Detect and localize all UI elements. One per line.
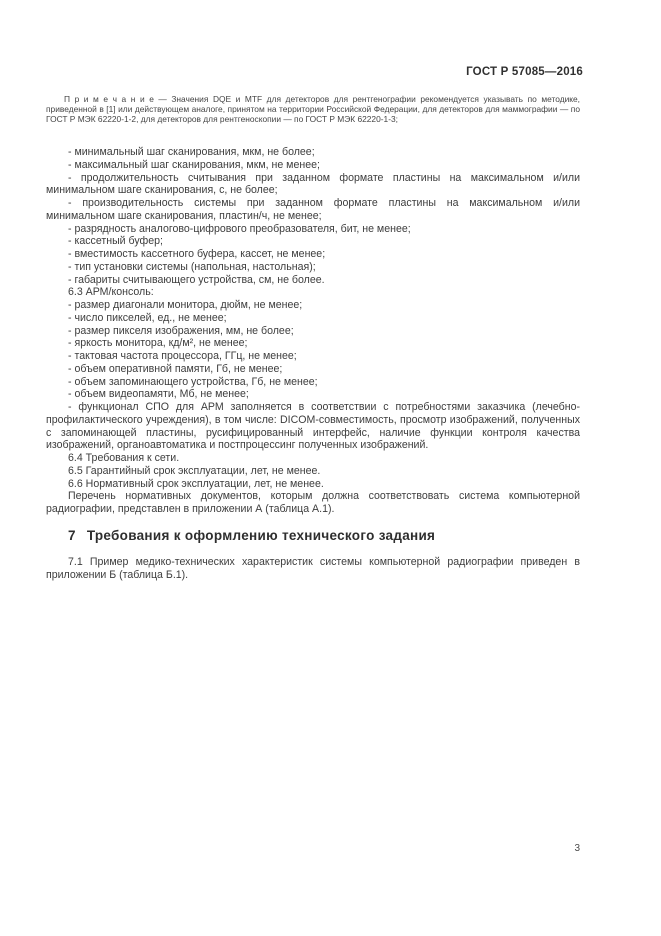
running-header: ГОСТ Р 57085—2016 <box>466 66 583 78</box>
clause-6-5: 6.5 Гарантийный срок эксплуатации, лет, не менее. <box>68 464 321 477</box>
note-paragraph: П р и м е ч а н и е — Значения DQE и MTF для детекторов для рентгенографии рекомендуется указывать по методике, приведенной в [1] или действующем аналоге, принятом на территории Российской Федерации, для детекторов для маммографии — по ГОСТ Р МЭК 62220-1-2, для детекторов для рентгеноскопии — по ГОСТ Р МЭК 62220-1-3; <box>46 94 580 124</box>
clause-6-4: 6.4 Требования к сети. <box>68 452 180 464</box>
paragraph-normative-docs: Перечень нормативных документов, которым должна соответствовать система компьютерной радиографии, представлен в приложении А (таблица А.1). <box>46 490 580 515</box>
page-number: 3 <box>574 843 580 854</box>
list-item: - объем видеопамяти, Мб, не менее; <box>68 388 249 401</box>
clause-7-1-paragraph: 7.1 Пример медико-технических характеристик системы компьютерной радиографии приведен в приложении Б (таблица Б.1). <box>46 556 580 581</box>
clause-6-content <box>46 146 580 516</box>
clause-6-6: 6.6 Нормативный срок эксплуатации, лет, не менее. <box>68 477 324 490</box>
clause-6-3: 6.3 АРМ/консоль: <box>68 286 154 299</box>
list-item: - объем запоминающего устройства, Гб, не менее; <box>68 375 318 388</box>
section-7-heading <box>46 527 580 545</box>
section-7-title: Требования к оформлению технического задания <box>86 528 436 543</box>
list-item: - тип установки системы (напольная, настольная); <box>68 260 316 273</box>
list-item: - производительность системы при заданном формате пластины на максимальном и/или минимальном шаге сканирования, пластин/ч, не менее; <box>46 197 580 222</box>
list-item: - объем оперативной памяти, Гб, не менее; <box>68 362 283 375</box>
list-item: - число пикселей, ед., не менее; <box>68 311 227 324</box>
clause-6-arm-functionality-paragraph: - функционал СПО для АРМ заполняется в соответствии с потребностями заказчика (лечебно-профилактического учреждения), в том числе: DICOM-совместимость, просмотр изображений, полученных с запоминающей пластины, русифицированный интерфейс, наличие функции контроля качества изображений, органоавтоматика и постпроцессинг полученных изображений. <box>46 401 580 452</box>
list-item: - яркость монитора, кд/м², не менее; <box>68 337 248 350</box>
section-7-number: 7 <box>68 528 76 543</box>
list-item: - тактовая частота процессора, ГГц, не менее; <box>68 350 297 362</box>
list-item: - размер диагонали монитора, дюйм, не менее; <box>68 299 303 311</box>
list-item: - продолжительность считывания при заданном формате пластины на максимальном и/или минимальном шаге сканирования, с, не более; <box>46 171 580 197</box>
list-item: - вместимость кассетного буфера, кассет, не менее; <box>68 248 326 260</box>
list-item: - кассетный буфер; <box>68 235 163 248</box>
list-item: - минимальный шаг сканирования, мкм, не более; <box>68 146 315 158</box>
list-item: - максимальный шаг сканирования, мкм, не менее; <box>68 158 320 171</box>
list-item: - размер пикселя изображения, мм, не более; <box>68 324 294 337</box>
list-item: - разрядность аналогово-цифрового преобразователя, бит, не менее; <box>68 222 411 235</box>
list-item: - габариты считывающего устройства, см, не более. <box>68 273 325 286</box>
